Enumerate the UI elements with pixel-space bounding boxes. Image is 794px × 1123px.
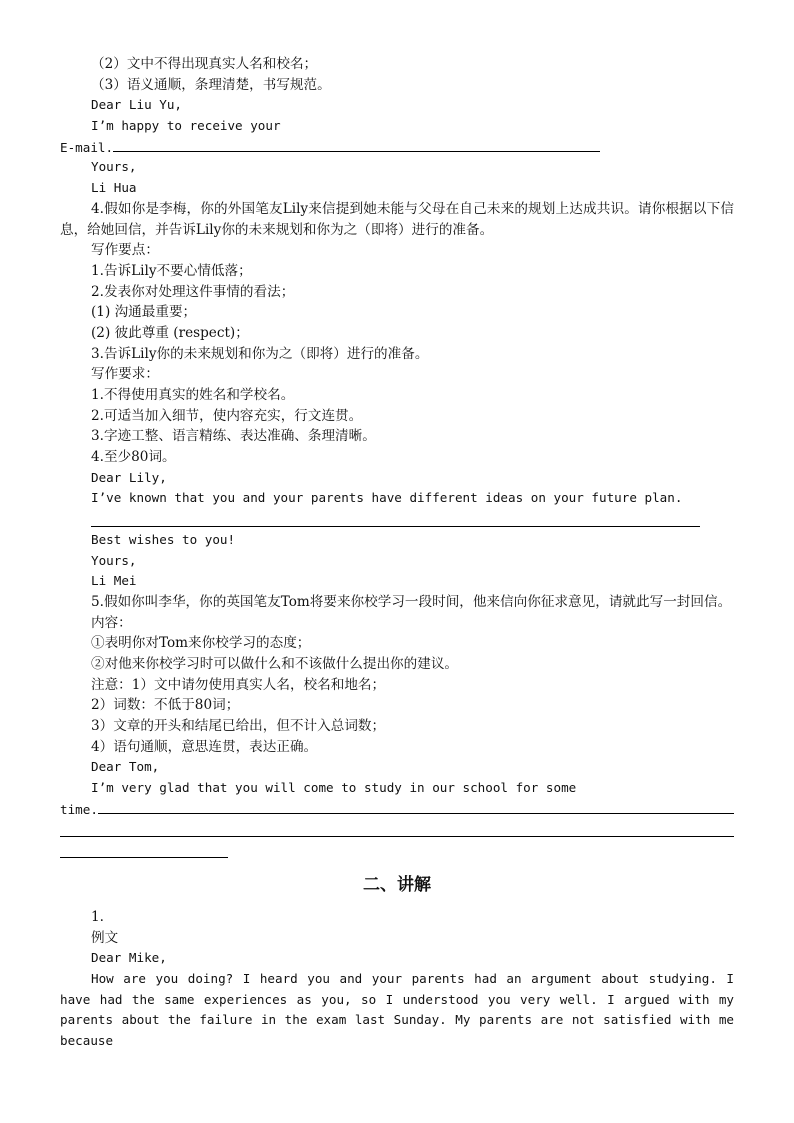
task5-content-item: ①表明你对Tom来你校学习的态度； <box>91 635 311 652</box>
section-title: 二、讲解 <box>363 874 431 895</box>
example-label: 例文 <box>91 929 119 946</box>
task5-note: 4）语句通顺，意思连贯，表达正确。 <box>91 738 318 755</box>
task4-point: (2) 彼此尊重 (respect)； <box>91 324 249 341</box>
task5-time-prefix: time. <box>60 801 98 817</box>
task4-answer-line <box>60 509 734 530</box>
task3-opening: I’m happy to receive your <box>91 118 281 134</box>
task5-answer-line <box>60 819 734 840</box>
task5-answer-blank <box>98 799 734 814</box>
task4-requirement: 2.可适当加入细节，使内容充实，行文连贯。 <box>91 407 363 424</box>
task5-salutation: Dear Tom, <box>91 759 160 775</box>
task3-answer-blank <box>113 137 600 152</box>
task3-requirement-3: （3）语义通顺，条理清楚，书写规范。 <box>91 76 331 93</box>
task3-closing: Yours, <box>91 159 137 175</box>
example-number: 1. <box>91 908 104 925</box>
task5-answer-line-short <box>60 840 734 861</box>
task4-point: 1.告诉Lily不要心情低落； <box>91 262 252 279</box>
task4-requirement: 4.至少80词。 <box>91 449 176 466</box>
task4-opening: I’ve known that you and your parents have different ideas on your future plan. <box>91 490 683 506</box>
task5-content-title: 内容： <box>91 614 132 631</box>
example-salutation: Dear Mike, <box>91 950 167 966</box>
task4-point: 3.告诉Lily你的未来规划和你为之（即将）进行的准备。 <box>91 345 429 362</box>
task4-salutation: Dear Lily, <box>91 469 167 485</box>
task5-time-line <box>60 799 734 820</box>
task3-salutation: Dear Liu Yu, <box>91 97 182 113</box>
task4-point: (1) 沟通最重要； <box>91 304 197 321</box>
task3-email-prefix: E-mail. <box>60 139 114 155</box>
task4-signature: Li Mei <box>91 573 137 589</box>
task5-note: 注意：1）文中请勿使用真实人名，校名和地名； <box>91 676 386 693</box>
task4-points-title: 写作要点： <box>91 242 159 259</box>
example-body: How are you doing? I heard you and your parents had an argument about studying. I have had the same experiences as you, so I understood you very well. I argued with my parents about the failure in the exam last Sunday. My parents are not satisfied with me because <box>60 970 734 1049</box>
task5-note: 2）词数：不低于80词； <box>91 697 240 714</box>
task4-requirements-title: 写作要求： <box>91 366 159 383</box>
task5-prompt: 5.假如你叫李华，你的英国笔友Tom将要来你校学习一段时间，他来信向你征求意见，请就此写一封回信。 <box>91 593 732 610</box>
task3-requirement-2: （2）文中不得出现真实人名和校名； <box>91 56 318 72</box>
task4-point: 2.发表你对处理这件事情的看法； <box>91 283 295 300</box>
task4-requirement: 3.字迹工整、语言精练、表达准确、条理清晰。 <box>91 428 376 445</box>
task4-closing: Yours, <box>91 552 137 568</box>
task4-prompt: 4.假如你是李梅，你的外国笔友Lily来信提到她未能与父母在自己未来的规划上达成共识。请你根据以下信息，给她回信，并告诉Lily你的未来规划和你为之（即将）进行的准备。 <box>60 200 734 238</box>
task5-opening: I’m very glad that you will come to study in our school for some <box>91 780 577 796</box>
task5-content-item: ②对他来你校学习时可以做什么和不该做什么提出你的建议。 <box>91 655 459 672</box>
task3-signature: Li Hua <box>91 180 137 196</box>
task4-requirement: 1.不得使用真实的姓名和学校名。 <box>91 387 295 404</box>
task3-email-line <box>60 137 734 158</box>
task5-note: 3）文章的开头和结尾已给出，但不计入总词数； <box>91 718 386 735</box>
document-page <box>60 54 734 1049</box>
task4-wish: Best wishes to you! <box>91 531 236 547</box>
